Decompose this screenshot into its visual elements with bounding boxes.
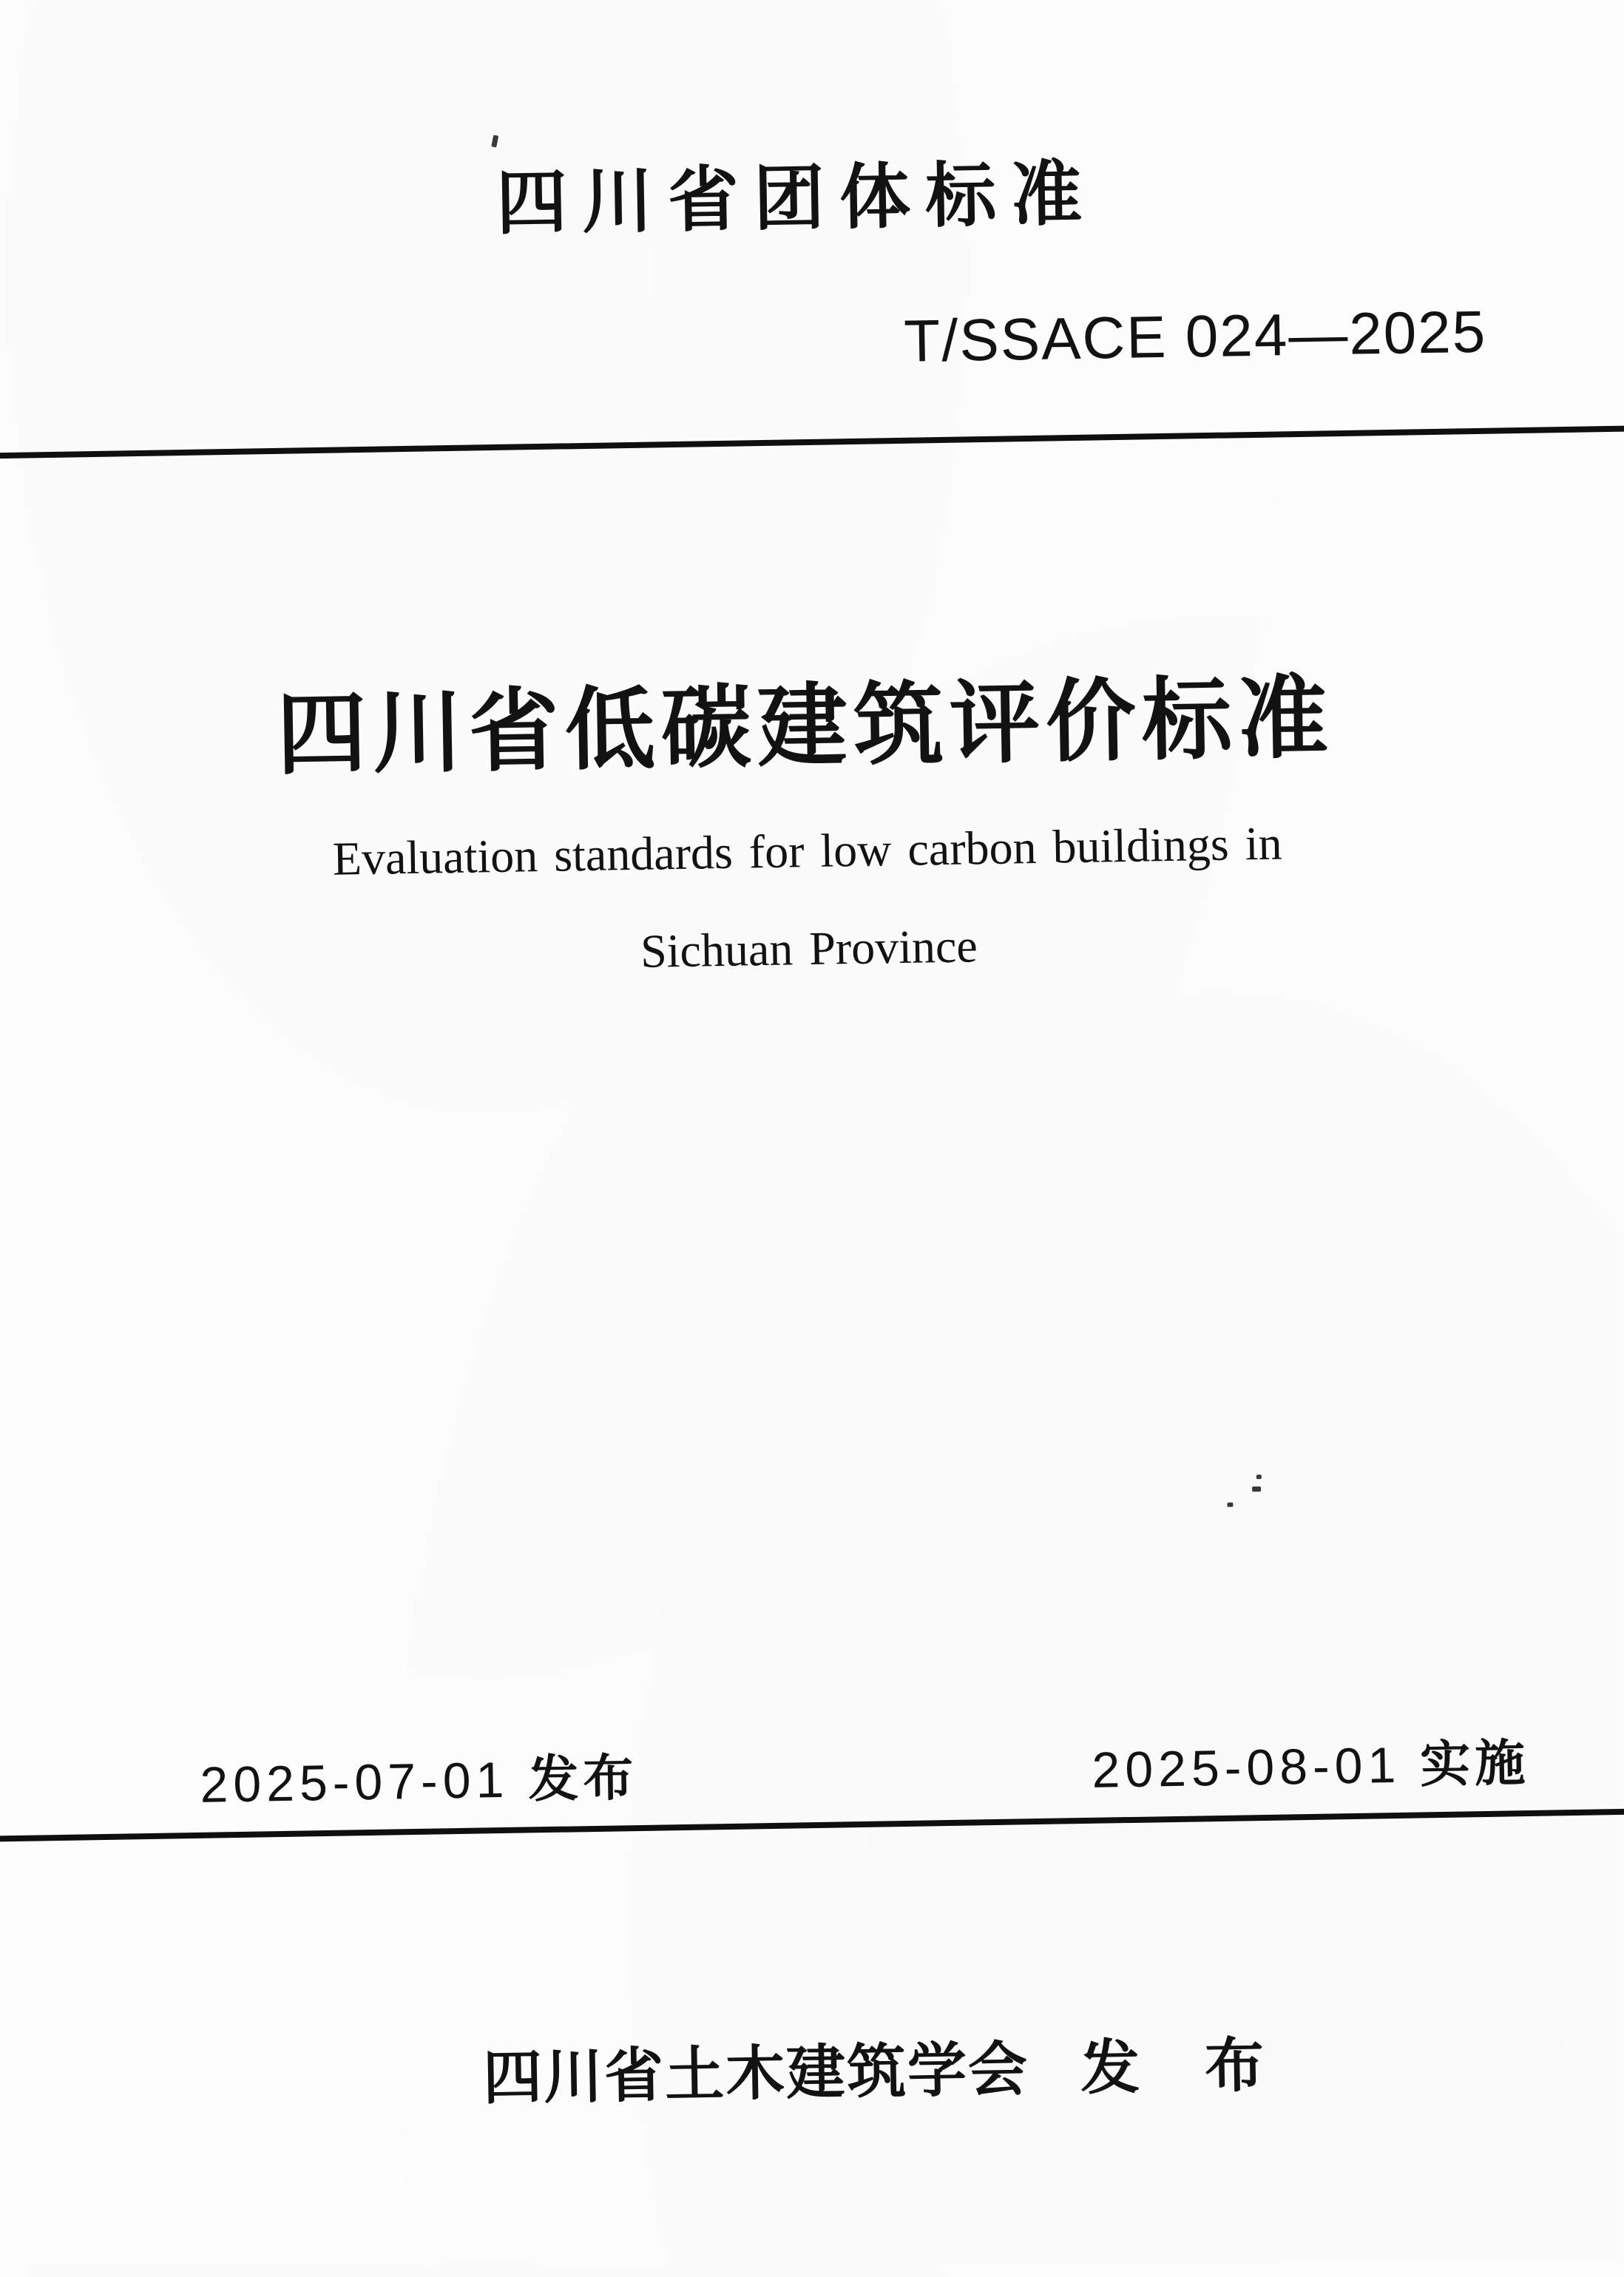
horizontal-rule-top (0, 425, 1624, 459)
publisher-name: 四川省土木建筑学会 (482, 2036, 1029, 2111)
implement-date-label: 实施 (1419, 1735, 1530, 1793)
publish-action-label: 发 布 (1080, 2031, 1268, 2102)
standard-number: T/SSACE 024—2025 (903, 298, 1487, 374)
title-english-line1: Evaluation standards for low carbon buildings in (332, 816, 1283, 885)
dates-row (10, 1722, 1624, 1820)
issue-date-label: 发布 (527, 1750, 638, 1808)
scan-speck (491, 135, 498, 147)
issue-date: 2025-07-01 (199, 1751, 510, 1813)
implement-date-group (1092, 1723, 1530, 1802)
scan-speck (1227, 1503, 1233, 1507)
title-english-line2: Sichuan Province (640, 919, 978, 978)
issue-date-group (200, 1738, 638, 1817)
series-label: 四川省团体标准 (495, 154, 1097, 243)
title-chinese: 四川省低碳建筑评价标准 (275, 667, 1335, 785)
implement-date: 2025-08-01 (1091, 1736, 1401, 1799)
scan-speck (1252, 1486, 1261, 1492)
scan-speck (1256, 1475, 1262, 1479)
publisher-row (62, 2011, 1624, 2122)
